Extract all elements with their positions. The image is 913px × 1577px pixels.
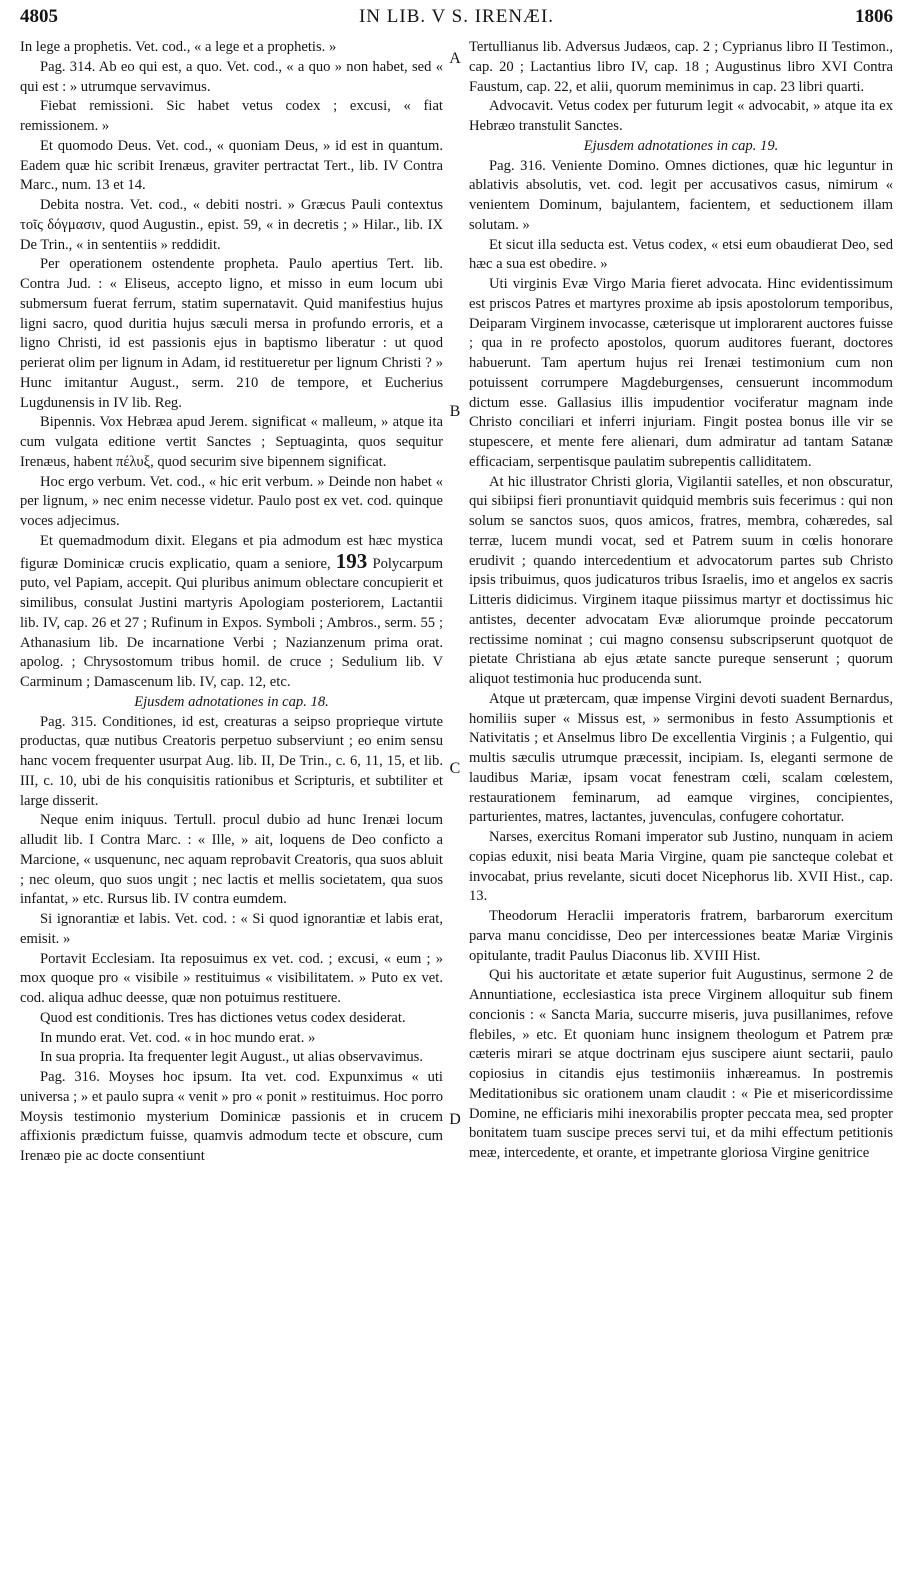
note-text: Polycarpum puto, vel Papiam, accepit. Qui pluribus animum oblectare concupierit et similibus, consulat Justini martyris Apologiam posteriorem, Lactantii lib. IV, cap. 26 et 27 ; Rufinum in Expos. Symboli ; Ambros., serm. 55 ; Athanasium lib. De incarnatione Verbi ; Nazianzenum prima orat. apolog. ; Chrysostomum tribus homil. de cruce ; Sedulium lib. V Carminum ; Damascenum lib. IV, cap. 12, etc. [20,555,443,690]
note-paragraph: Per operationem ostendente propheta. Paulo apertius Tert. lib. Contra Jud. : « Eliseus, accepto ligno, et misso in eum locum ubi submersum fuerat ferrum, statim supernatavit. Quid manifestius hujus ligni sacro, quod duritia hujus sæculi mersa in profundo erroris, et a ligno Christi, id est passionis ejus in baptismo liberatur : ut quod perierat olim per lignum in Adam, id restitueretur per lignum Christi ? » Hunc imitantur August., serm. 210 de tempore, et Eucherius Lugdunensis in IV lib. Reg. [20,256,443,411]
right-column [469,38,893,1568]
left-column [20,38,443,1568]
note-paragraph: Atque ut prætercam, quæ impense Virgini devoti suadent Bernardus, homiliis super « Missus est, » sermonibus in festo Assumptionis et Nativitatis ; et Anselmus libro De excellentia Virginis ; a Fulgentio, qui multis sæculis utrumque præcessit, incipiam. Is, eleganti sermone de laudibus Mariæ, ipsam vocat fenestram cœli, scalam cœlestem, restaurationem feminarum, ad eamque virgines, concipientes, parturientes, matres, lactantes, juvenculas, confugere cohortatur. [469,690,893,826]
note-paragraph: Neque enim iniquus. Tertull. procul dubio ad hunc Irenæi locum alludit lib. I Contra Marc. : « Ille, » ait, loquens de Deo conficto a Marcione, « usquenunc, nec aquam reprobavit Creatoris, qua suos abluit ; nec oleum, quo suos ungit ; nec lactis et mellis societatem, qua suos infantat, » etc. Rursus lib. IV contra eumdem. [20,812,443,908]
note-paragraph: Fiebat remissioni. Sic habet vetus codex ; excusi, « fiat remissionem. » [20,98,443,134]
note-paragraph: In sua propria. Ita frequenter legit August., ut alias observavimus. [40,1049,423,1066]
note-paragraph: Hoc ergo verbum. Vet. cod., « hic erit verbum. » Deinde non habet « per lignum, » nec enim necesse videtur. Paulo post ex vet. cod. quinque voces adjecimus. [20,473,443,529]
note-text: Et quemadmodum dixit. Elegans et pia admodum est hæc mystica figuræ Dominicæ crucis explicatio, quam a seniore, [20,532,443,572]
note-paragraph: In mundo erat. Vet. cod. « in hoc mundo erat. » [40,1029,316,1046]
note-paragraph: Qui his auctoritate et ætate superior fuit Augustinus, sermone 2 de Annuntiatione, ecclesiastica ista prece Virginem alloquitur sub finem concionis : « Sancta Maria, succurre miseris, juva pusillanimes, refove flebiles, » etc. Et quoniam hunc insignem theologum et Patrem præ cæteris mirari se atque doctrinam ejus suscipere aiunt sectarii, paulo copiosius in citandis ejus testimoniis inhæreamus. In postremis Meditationibus sic orationem unam claudit : « Pie et misericordissime Domine, ne efficiaris mihi inexorabilis propter peccata mea, sed propter bonitatem tuam suscipe preces servi tui, et da mihi effectum petitionis meæ, intercedente, et orante, et impetrante gloriosa Virgine genitrice [469,967,893,1161]
margin-letter-c: C [449,760,461,777]
note-paragraph: At hic illustrator Christi gloria, Vigilantii satelles, et non obscuratur, qui sibiipsi fieri pronuntiavit quidquid membris suis fecerimus : qui non solum se sanctos suos, quos amicos, fratres, membra, cohæredes, sal terræ, lucem mundi vocat, sed et Patrem suum in cœlis honorare erudivit ; quando intercedentium et advocatorum partes sub Christo ipsis tribuimus, quos judicaturos tribus Israelis, imo et angelos ex sacris Litteris didicimus. Virginem itaque piissimus martyr et doctissimus hic antistes, decenter advocatam Evæ aliorumque proinde peccatorum rectissime nominat ; cui magno consensu subscripserunt quotquot de pietate Christiana ab ejus ætate sancte pureque senserunt ; quorum aliquot testimonia huc producenda sunt. [469,473,893,687]
running-header [20,6,893,28]
note-paragraph: Si ignorantiæ et labis. Vet. cod. : « Si quod ignorantiæ et labis erat, emisit. » [20,911,443,947]
note-paragraph: Debita nostra. Vet. cod., « debiti nostri. » Græcus Pauli contextus τοῖς δόγμασιν, quod Augustin., epist. 59, « in decretis ; » Hilar., lib. IX De Trin., « in sententiis » reddidit. [20,197,443,253]
section-heading: Ejusdem adnotationes in cap. 18. [134,693,329,710]
note-paragraph: Quod est conditionis. Tres has dictiones vetus codex desiderat. [40,1009,406,1026]
note-paragraph [20,532,443,693]
edition-page-marker: 193 [335,548,368,573]
note-paragraph: Tertullianus lib. Adversus Judæos, cap. 2 ; Cyprianus libro II Testimon., cap. 20 ; Lactantius libro IV, cap. 18 ; Augustinus libro XVI Contra Faustum, cap. 22, et alii, quorum meminimus in cap. 23 libri quarti. [469,39,893,95]
section-heading: Ejusdem adnotationes in cap. 19. [583,137,779,154]
note-paragraph: In lege a prophetis. Vet. cod., « a lege et a prophetis. » [20,39,337,55]
note-paragraph: Theodorum Heraclii imperatoris fratrem, barbarorum exercitum parva manu concidisse, Deo per intercessiones beatæ Mariæ Virginis opitulante, tradit Paulus Diaconus lib. XVIII Hist. [469,908,893,964]
page-number-left: 4805 [20,6,58,27]
note-paragraph: Et quomodo Deus. Vet. cod., « quoniam Deus, » id est in quantum. Eadem quæ hic scribit Irenæus, graviter pertractat Tert., lib. IV Contra Marc., num. 13 et 14. [20,137,443,194]
running-title: IN LIB. V S. IRENÆI. [358,6,555,27]
page-number-right: 1806 [855,6,893,27]
note-paragraph: Et sicut illa seducta est. Vetus codex, « etsi eum obaudierat Deo, sed hæc a sua est obedire. » [469,236,893,273]
note-paragraph: Uti virginis Evæ Virgo Maria fieret advocata. Hinc evidentissimum est priscos Patres et martyres proxime ab ipsis apostolorum temporibus, Deiparam Virginem invocasse, cæterisque ut implorarent auctores fuisse ; qua in re profecto apostolos, quorum auditores fuerant, doctores habuerunt. Tam apertum hujus rei Irenæi testimonium cum non potuissent corrumpere Magdeburgenses, censuerunt incommodum dictum esse. Gallasius illis impudentior vociferatur magnam inde Christo conciliari et inferri injuriam. Fingit postea bonus ille vir se stupescere, et mente fere alienari, dum admiratur ad tantam Satanæ efficaciam, serpentisque paulatim subrepentis calliditatem. [469,276,893,470]
margin-letter-b: B [449,403,461,420]
note-paragraph: Pag. 316. Moyses hoc ipsum. Ita vet. cod. Expunximus « uti universa ; » et paulo supra « venit » pro « ponit » restituimus. Hoc porro Moysis testimonio mysterium Dominicæ passionis et in crucem affixionis prædictum fuisse, quamvis admodum tecte et obscure, cum Irenæo pie ac docte consentiunt [20,1069,443,1164]
note-paragraph: Advocavit. Vetus codex per futurum legit « advocabit, » atque ita ex Hebræo transtulit Sanctes. [469,98,893,134]
note-paragraph: Bipennis. Vox Hebræa apud Jerem. significat « malleum, » atque ita cum vulgata editione vertit Sanctes ; Septuaginta, quos sequitur Irenæus, habent πέλυξ, quod securim sive bipennem significat. [20,414,443,470]
margin-letter-a: A [449,50,461,67]
note-paragraph: Narses, exercitus Romani imperator sub Justino, nunquam in aciem copias eduxit, nisi beata Maria Virgine, quam pie sancteque colebat et invocabat, prius revelante, sicuti docet Nicephorus lib. XVII Hist., cap. 13. [469,829,893,905]
note-paragraph: Pag. 316. Veniente Domino. Omnes dictiones, quæ hic leguntur in ablativis absolutis, vet. cod. legit per accusativos casus, nimirum « venientem Dominum, bajulantem, facientem, et seductionem illam solutam. » [469,157,893,233]
note-paragraph: Pag. 314. Ab eo qui est, a quo. Vet. cod., « a quo » non habet, sed « qui est : » utrumque servavimus. [20,58,443,95]
margin-letter-d: D [449,1111,461,1128]
note-paragraph: Pag. 315. Conditiones, id est, creaturas a seipso proprieque virtute productas, quæ nutibus Creatoris perpetuo subserviunt ; eo enim sensu hanc vocem frequenter usurpat Aug. lib. II, De Trin., c. 6, 11, 15, et lib. III, c. 10, ubi de his conquisitis rationibus et Scripturis, et subtiliter et large disserit. [20,713,443,809]
note-paragraph: Portavit Ecclesiam. Ita reposuimus ex vet. cod. ; excusi, « eum ; » mox quoque pro « visibile » restituimus « visibilitatem. » Puto ex vet. cod. aliqua adhuc deesse, quæ non potuimus restituere. [20,950,443,1006]
